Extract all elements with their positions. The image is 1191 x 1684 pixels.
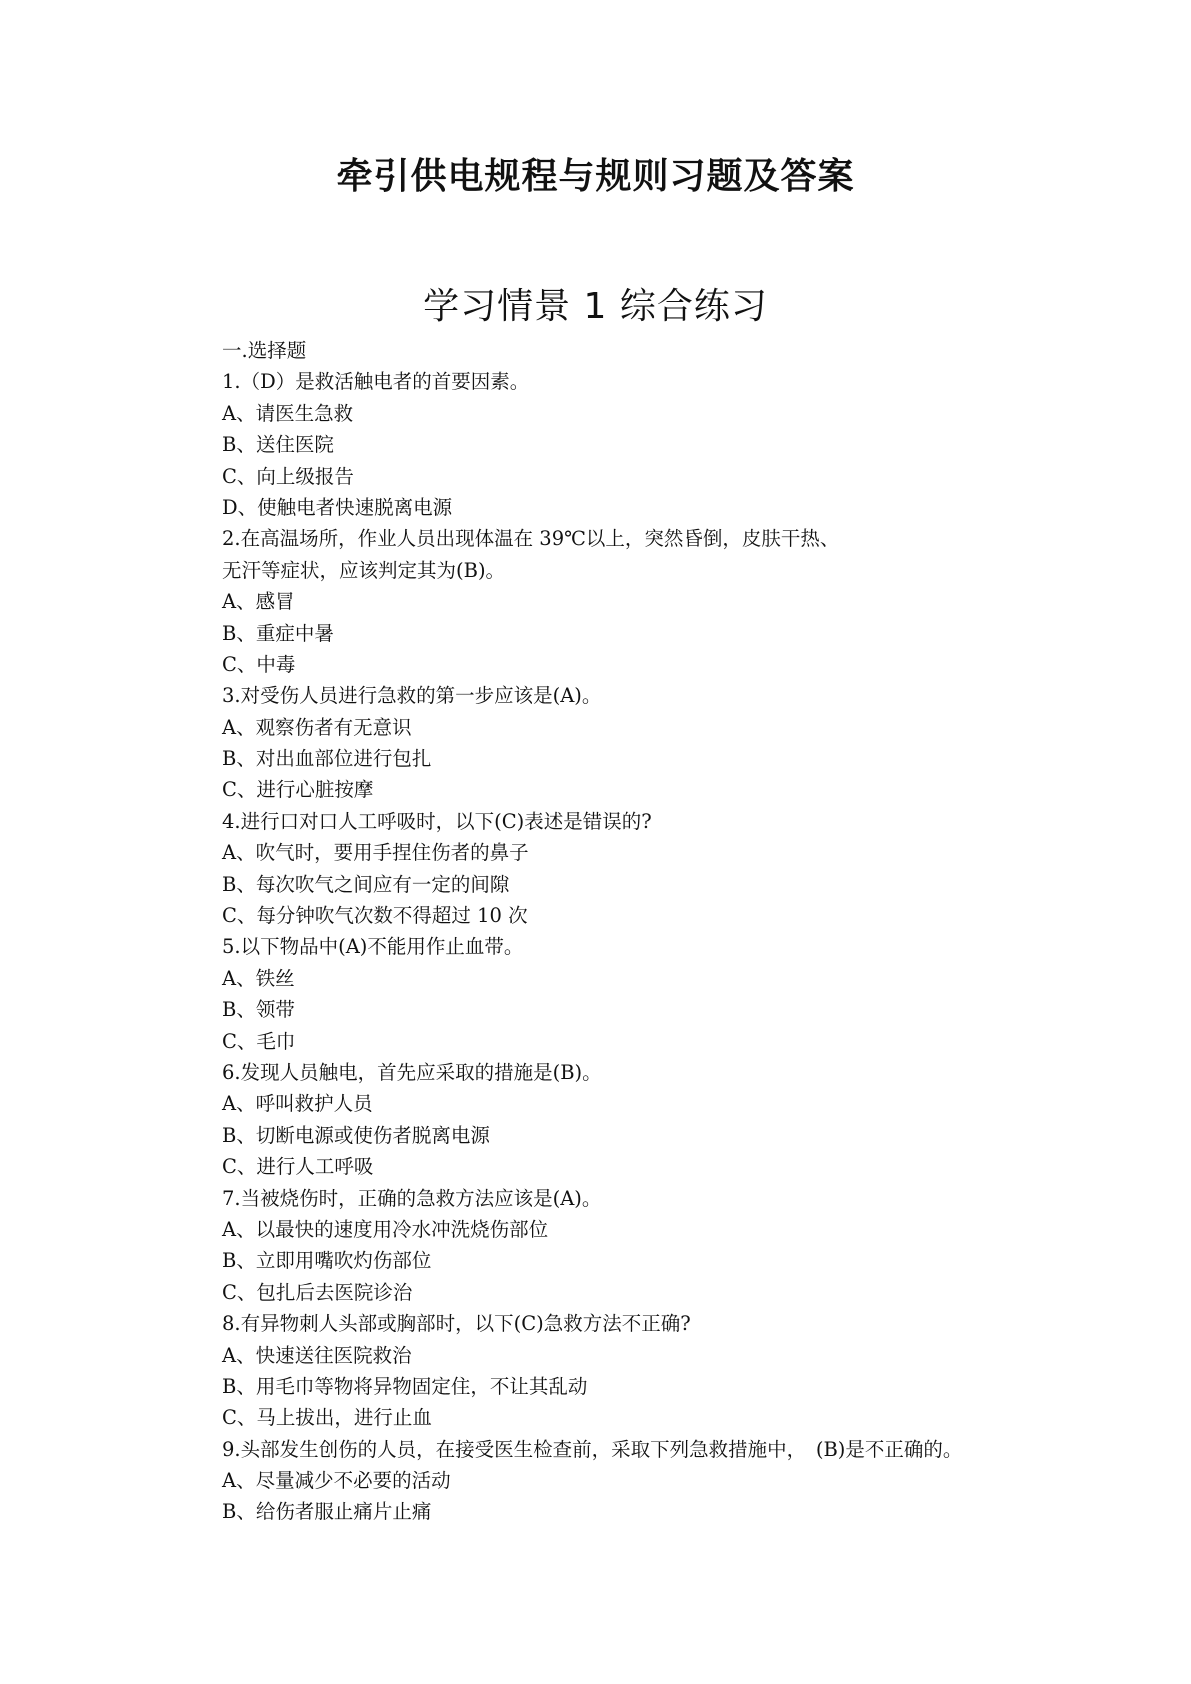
text-line: C、向上级报告 <box>222 464 354 488</box>
text-line: 4.进行口对口人工呼吸时，以下(C)表述是错误的? <box>222 809 652 833</box>
text-line: A、呼叫救护人员 <box>222 1092 373 1116</box>
text-line: B、每次吹气之间应有一定的间隙 <box>222 872 510 896</box>
text-line: C、进行心脏按摩 <box>222 778 374 802</box>
text-line: C、中毒 <box>222 652 296 676</box>
text-line: 2.在高温场所，作业人员出现体温在 39℃以上，突然昏倒，皮肤干热、 <box>222 527 840 551</box>
text-line: B、送住医院 <box>222 433 334 457</box>
text-line: C、马上拔出，进行止血 <box>222 1406 432 1430</box>
text-line: C、包扎后去医院诊治 <box>222 1280 413 1304</box>
text-line: 9.头部发生创伤的人员，在接受医生检查前，采取下列急救措施中， (B)是不正确的。 <box>222 1437 963 1461</box>
text-line: C、每分钟吹气次数不得超过 10 次 <box>222 904 528 928</box>
text-line: A、铁丝 <box>222 966 295 990</box>
text-line: 7.当被烧伤时，正确的急救方法应该是(A)。 <box>222 1186 602 1210</box>
document-title: 牵引供电规程与规则习题及答案 <box>336 156 855 197</box>
text-line: B、切断电源或使伤者脱离电源 <box>222 1123 490 1147</box>
text-line: A、以最快的速度用冷水冲洗烧伤部位 <box>222 1217 549 1241</box>
text-line: A、快速送往医院救治 <box>222 1343 412 1367</box>
text-line: 无汗等症状，应该判定其为(B)。 <box>222 558 506 582</box>
text-line: B、领带 <box>222 998 295 1022</box>
text-line: B、用毛巾等物将异物固定住，不让其乱动 <box>222 1374 588 1398</box>
text-line: 6.发现人员触电，首先应采取的措施是(B)。 <box>222 1060 602 1084</box>
text-line: 3.对受伤人员进行急救的第一步应该是(A)。 <box>222 684 602 708</box>
text-line: A、观察伤者有无意识 <box>222 715 412 739</box>
text-line: B、给伤者服止痛片止痛 <box>222 1500 432 1524</box>
text-line: B、重症中暑 <box>222 621 334 645</box>
question-list <box>222 335 1122 1528</box>
text-line: B、对出血部位进行包扎 <box>222 747 432 771</box>
text-line: 1.（D）是救活触电者的首要因素。 <box>222 370 530 394</box>
text-line: 5.以下物品中(A)不能用作止血带。 <box>222 935 524 959</box>
text-line: 一.选择题 <box>222 339 307 362</box>
text-line: B、立即用嘴吹灼伤部位 <box>222 1249 432 1273</box>
text-line: A、请医生急救 <box>222 401 354 425</box>
text-line: A、感冒 <box>222 590 295 614</box>
text-line: A、吹气时，要用手捏住伤者的鼻子 <box>222 841 529 865</box>
text-line: C、进行人工呼吸 <box>222 1155 374 1179</box>
text-line: D、使触电者快速脱离电源 <box>222 495 453 519</box>
section-title: 学习情景 1 综合练习 <box>423 286 768 327</box>
text-line: A、尽量减少不必要的活动 <box>222 1469 451 1493</box>
text-line: 8.有异物刺人头部或胸部时，以下(C)急救方法不正确? <box>222 1312 691 1336</box>
text-line: C、毛巾 <box>222 1029 296 1053</box>
